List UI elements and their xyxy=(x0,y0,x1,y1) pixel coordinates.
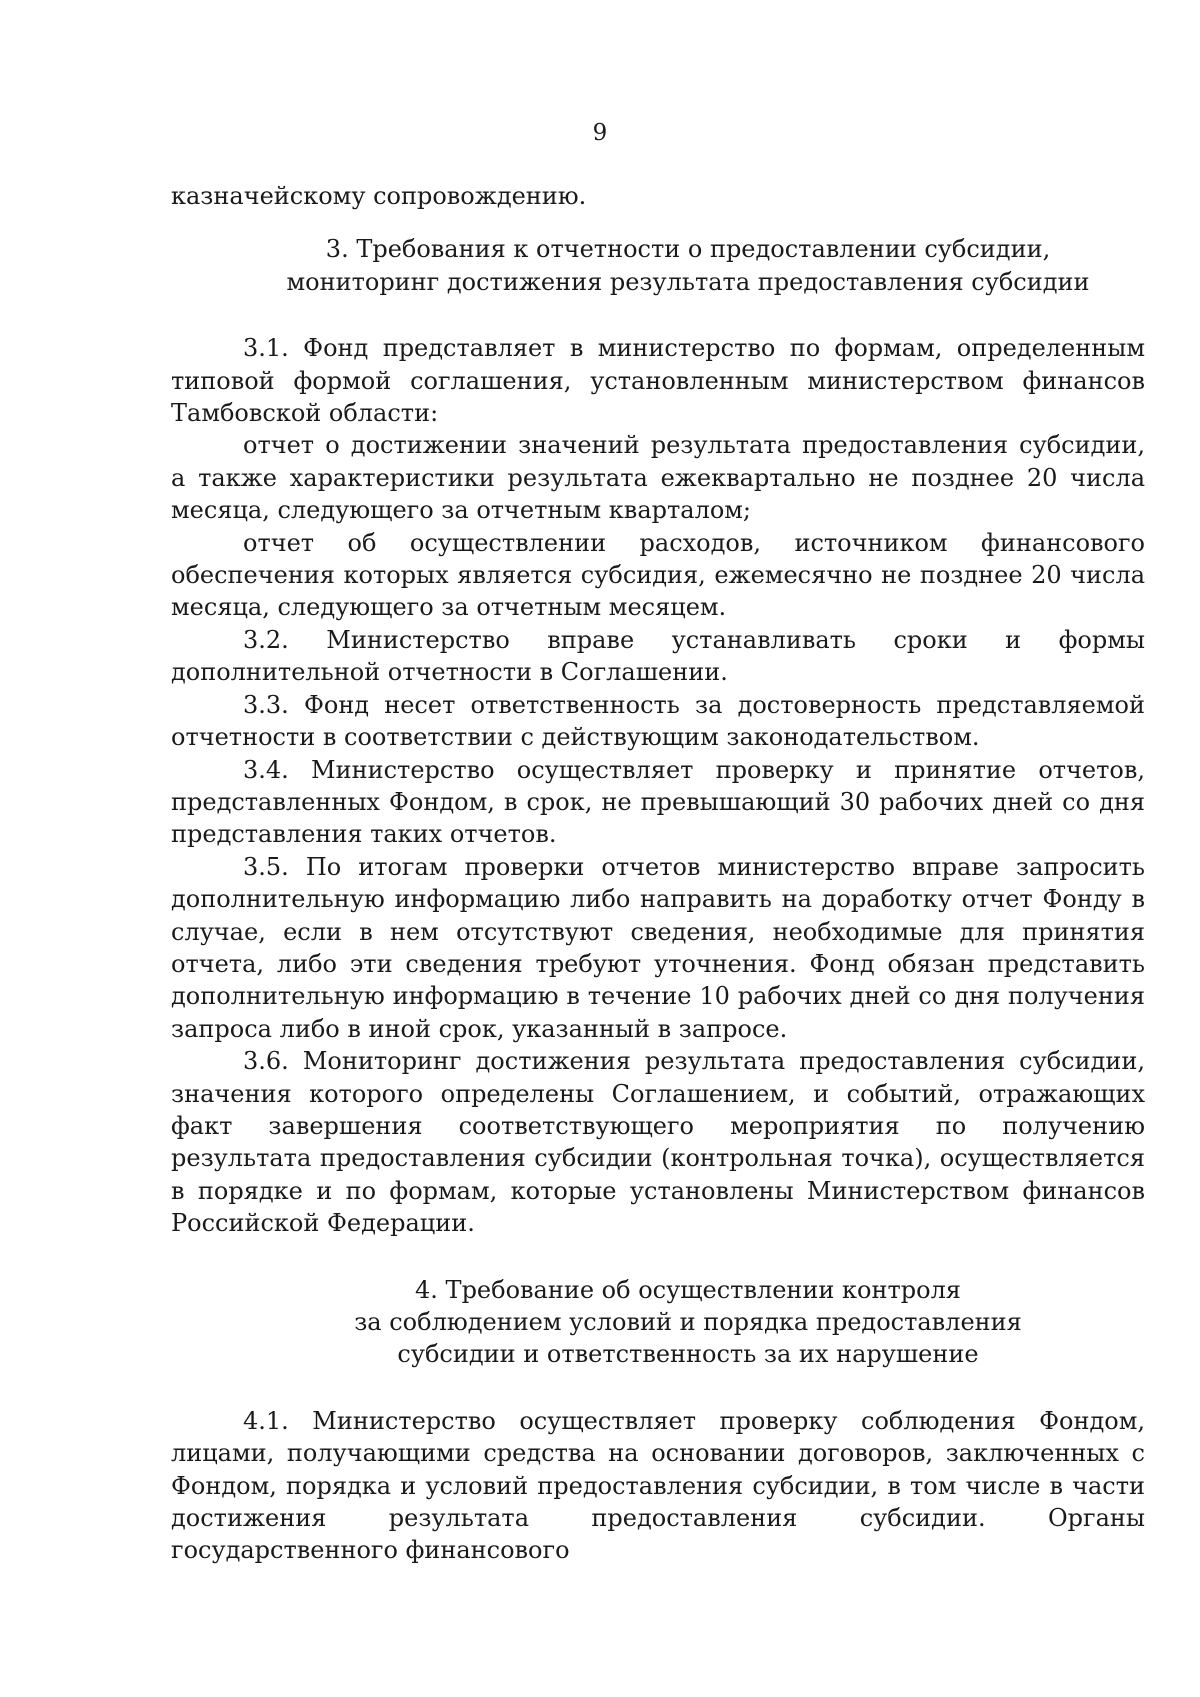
paragraph-3-3: 3.3. Фонд несет ответственность за достоверность представляемой отчетности в соответствии с действующим законодательством. xyxy=(171,690,1145,752)
paragraph-3-1-item-1: отчет о достижении значений результата предоставления субсидии, а также характеристики результата ежеквартально не позднее 20 числа месяца, следующего за отчетным кварталом; xyxy=(171,431,1145,525)
paragraph-3-2: 3.2. Министерство вправе устанавливать сроки и формы дополнительной отчетности в Соглашении. xyxy=(171,625,1145,687)
section-4-heading-line-2: за соблюдением условий и порядка предоставления xyxy=(354,1308,1022,1336)
document-body xyxy=(171,180,1145,1567)
paragraph-3-4: 3.4. Министерство осуществляет проверку и принятие отчетов, представленных Фондом, в срок, не превышающий 30 рабочих дней со дня представления таких отчетов. xyxy=(171,755,1145,849)
section-4-heading-line-3: субсидии и ответственность за их нарушение xyxy=(397,1340,979,1369)
paragraph-3-6: 3.6. Мониторинг достижения результата предоставления субсидии, значения которого определены Соглашением, и событий, отражающих факт завершения соответствующего мероприятия по получению результата предоставления субсидии (контрольная точка), осуществляется в порядке и по формам, которые установлены Министерством финансов Российской Федерации. xyxy=(171,1047,1145,1238)
paragraph-3-1-item-2: отчет об осуществлении расходов, источником финансового обеспечения которых является субсидия, ежемесячно не позднее 20 числа месяца, следующего за отчетным месяцем. xyxy=(171,528,1145,622)
section-4-heading xyxy=(171,1274,1145,1371)
paragraph-3-1: 3.1. Фонд представляет в министерство по формам, определенным типовой формой соглашения, установленным министерством финансов Тамбовской области: xyxy=(171,334,1145,428)
section-3-heading-line-1: 3. Требования к отчетности о предоставлении субсидии, xyxy=(325,235,1051,264)
paragraph-4-1: 4.1. Министерство осуществляет проверку соблюдения Фондом, лицами, получающими средства на основании договоров, заключенных с Фондом, порядка и условий предоставления субсидии, в том числе в части достижения результата предоставления субсидии. Органы государственного финансового xyxy=(171,1406,1145,1565)
section-3-body xyxy=(171,332,1145,1239)
page-number: 9 xyxy=(592,120,608,146)
continuation-text: казначейскому сопровождению. xyxy=(171,182,587,210)
paragraph-3-5: 3.5. По итогам проверки отчетов министерство вправе запросить дополнительную информацию либо направить на доработку отчет Фонду в случае, если в нем отсутствуют сведения, необходимые для принятия отчета, либо эти сведения требуют уточнения. Фонд обязан представить дополнительную информацию в течение 10 рабочих дней со дня получения запроса либо в иной срок, указанный в запросе. xyxy=(171,852,1145,1043)
section-3-heading xyxy=(171,233,1145,298)
section-4-body xyxy=(171,1405,1145,1567)
section-3-heading-line-2: мониторинг достижения результата предоставления субсидии xyxy=(286,267,1090,296)
section-4-heading-line-1: 4. Требование об осуществлении контроля xyxy=(415,1275,961,1304)
